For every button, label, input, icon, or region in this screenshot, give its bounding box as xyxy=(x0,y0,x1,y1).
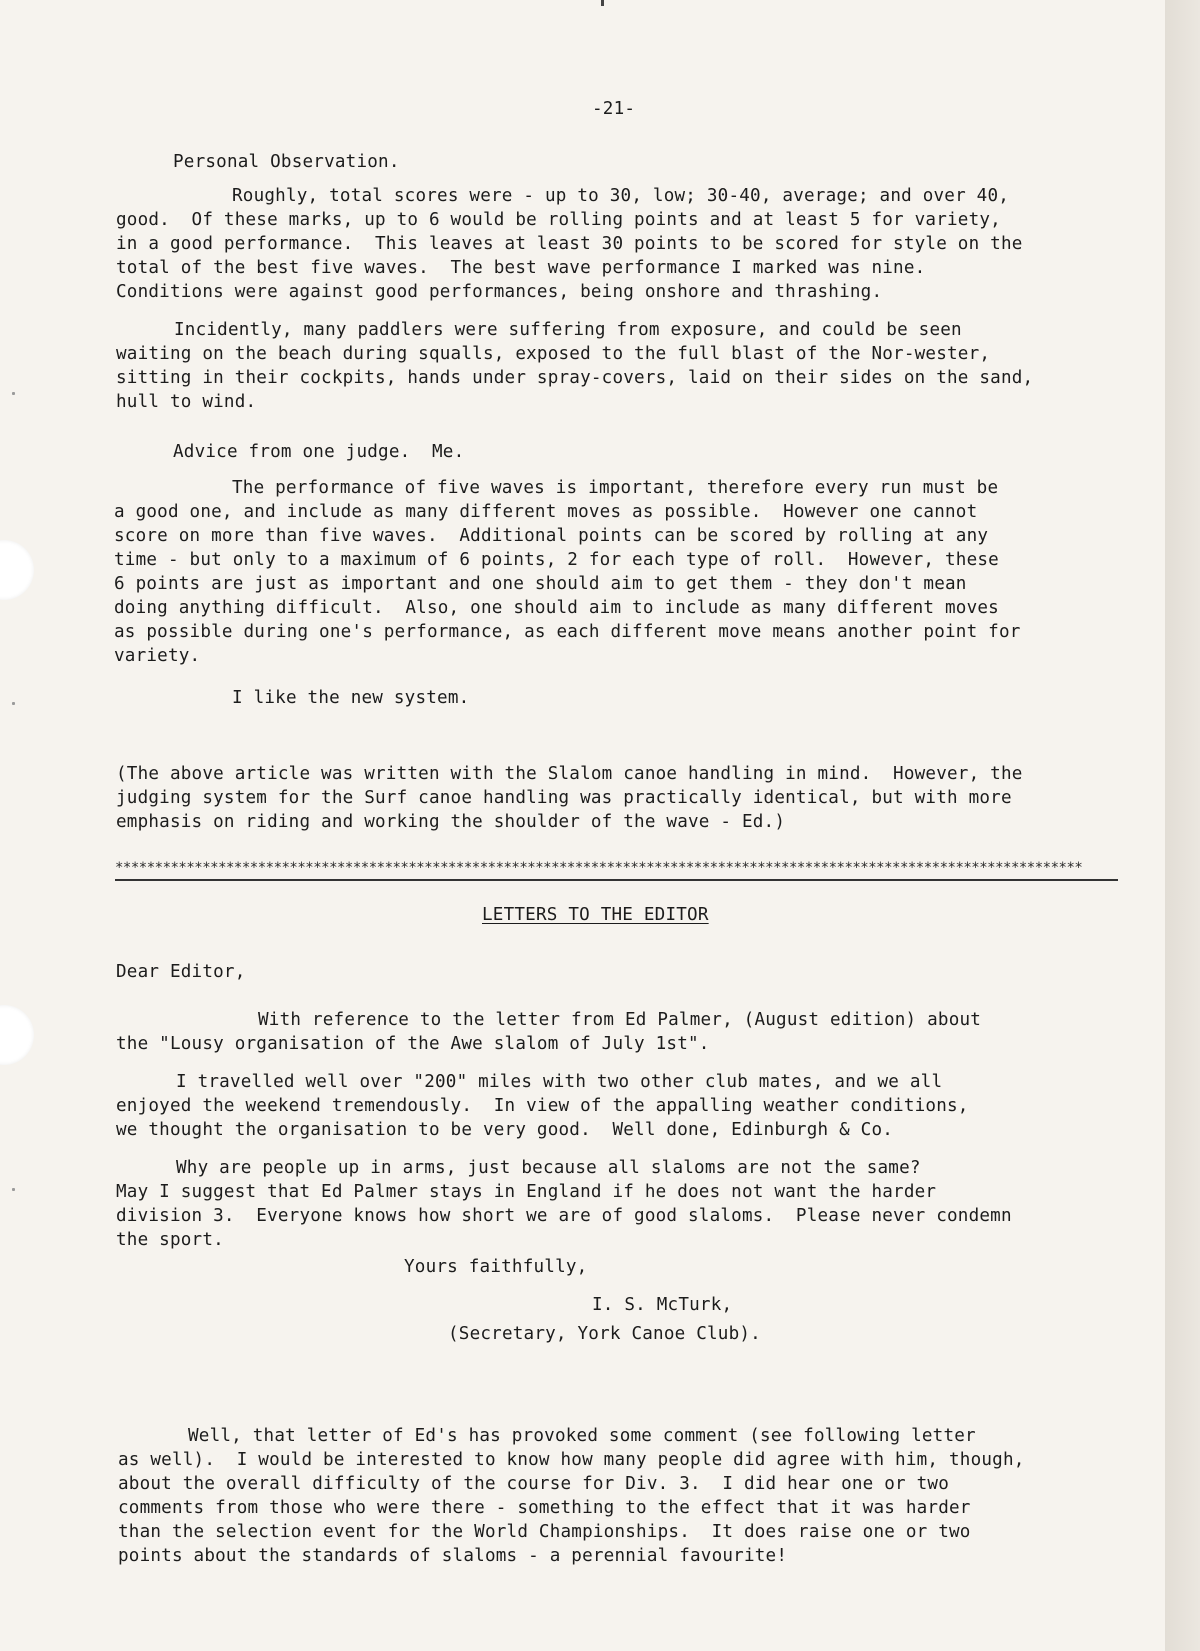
editor-comment-line: comments from those who were there - something to the effect that it was harder xyxy=(118,1498,971,1518)
paragraph-line: hull to wind. xyxy=(116,392,257,412)
paragraph-line: 6 points are just as important and one should aim to get them - they don't mean xyxy=(114,574,967,594)
closing-remark: I like the new system. xyxy=(232,688,470,708)
paragraph-line: sitting in their cockpits, hands under spray-covers, laid on their sides on the sand, xyxy=(116,368,1034,388)
editor-comment-line: as well). I would be interested to know how many people did agree with him, though, xyxy=(118,1450,1025,1470)
letters-heading: LETTERS TO THE EDITOR xyxy=(482,905,709,925)
letter-line: we thought the organisation to be very good. Well done, Edinburgh & Co. xyxy=(116,1120,894,1140)
horizontal-rule xyxy=(115,879,1118,881)
letter-line: division 3. Everyone knows how short we are of good slaloms. Please never condemn xyxy=(116,1206,1012,1226)
signature-title: (Secretary, York Canoe Club). xyxy=(448,1324,761,1344)
page-top-mark xyxy=(601,0,604,6)
paragraph-line: good. Of these marks, up to 6 would be rolling points and at least 5 for variety, xyxy=(116,210,1001,230)
paragraph-line: total of the best five waves. The best wave performance I marked was nine. xyxy=(116,258,926,278)
editor-comment-line: points about the standards of slaloms - a perennial favourite! xyxy=(118,1546,788,1566)
margin-speck xyxy=(12,392,15,395)
paragraph-line: Conditions were against good performances, being onshore and thrashing. xyxy=(116,282,883,302)
page-number: -21- xyxy=(592,99,636,119)
paragraph-line: in a good performance. This leaves at least 30 points to be scored for style on the xyxy=(116,234,1023,254)
letter-line: I travelled well over "200" miles with two other club mates, and we all xyxy=(176,1072,943,1092)
paragraph-line: The performance of five waves is important, therefore every run must be xyxy=(232,478,999,498)
editor-note-line: (The above article was written with the Slalom canoe handling in mind. However, the xyxy=(116,764,1023,784)
punch-hole-upper xyxy=(0,540,34,600)
paragraph-line: as possible during one's performance, as each different move means another point for xyxy=(114,622,1021,642)
letter-line: the "Lousy organisation of the Awe slalom of July 1st". xyxy=(116,1034,710,1054)
letter-closing: Yours faithfully, xyxy=(404,1257,588,1277)
editor-comment-line: than the selection event for the World Championships. It does raise one or two xyxy=(118,1522,971,1542)
editor-comment-line: about the overall difficulty of the course for Div. 3. I did hear one or two xyxy=(118,1474,950,1494)
paragraph-line: Roughly, total scores were - up to 30, low; 30-40, average; and over 40, xyxy=(232,186,1010,206)
paragraph-line: variety. xyxy=(114,646,201,666)
letter-line: May I suggest that Ed Palmer stays in England if he does not want the harder xyxy=(116,1182,937,1202)
letter-line: the sport. xyxy=(116,1230,224,1250)
paragraph-line: waiting on the beach during squalls, exposed to the full blast of the Nor-wester, xyxy=(116,344,991,364)
letter-line: enjoyed the weekend tremendously. In view of the appalling weather conditions, xyxy=(116,1096,969,1116)
advice-heading: Advice from one judge. Me. xyxy=(173,442,465,462)
editor-note-line: judging system for the Surf canoe handling was practically identical, but with more xyxy=(116,788,1012,808)
editor-note-line: emphasis on riding and working the shoulder of the wave - Ed.) xyxy=(116,812,786,832)
editor-comment-line: Well, that letter of Ed's has provoked some comment (see following letter xyxy=(188,1426,976,1446)
margin-speck xyxy=(12,702,15,705)
letter-line: Why are people up in arms, just because all slaloms are not the same? xyxy=(176,1158,921,1178)
salutation: Dear Editor, xyxy=(116,962,246,982)
asterisk-divider: ************************************************************************************************************************** xyxy=(115,861,1083,875)
paragraph-line: doing anything difficult. Also, one should aim to include as many different moves xyxy=(114,598,999,618)
section-title: Personal Observation. xyxy=(173,152,400,172)
signature-name: I. S. McTurk, xyxy=(592,1295,733,1315)
punch-hole-lower xyxy=(0,1005,34,1065)
margin-speck xyxy=(12,1188,15,1191)
letter-line: With reference to the letter from Ed Palmer, (August edition) about xyxy=(258,1010,982,1030)
paragraph-line: score on more than five waves. Additional points can be scored by rolling at any xyxy=(114,526,989,546)
paragraph-line: Incidently, many paddlers were suffering from exposure, and could be seen xyxy=(174,320,962,340)
paragraph-line: time - but only to a maximum of 6 points, 2 for each type of roll. However, these xyxy=(114,550,999,570)
paragraph-line: a good one, and include as many different moves as possible. However one cannot xyxy=(114,502,978,522)
page-edge xyxy=(1165,0,1200,1651)
